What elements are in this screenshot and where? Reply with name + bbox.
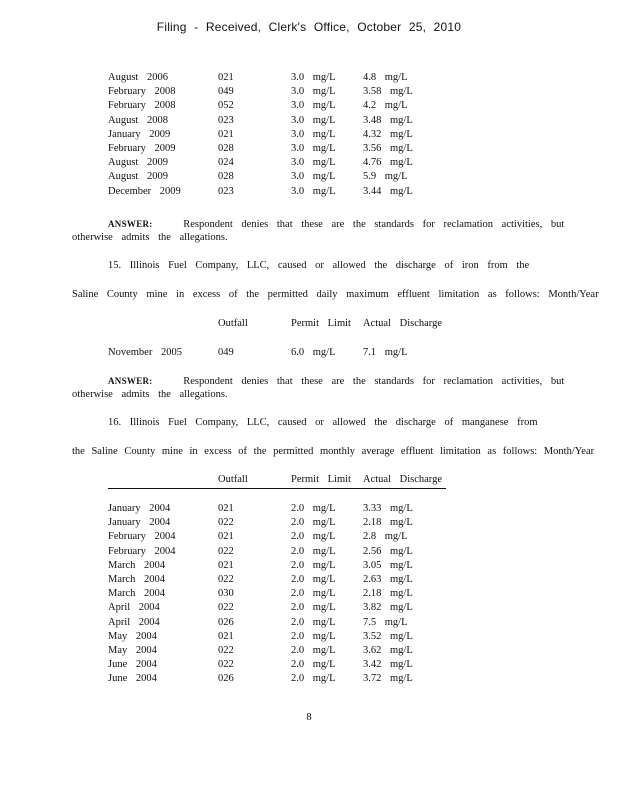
month-year-cell: February 2004 — [108, 545, 176, 557]
month-year-cell: February 2008 — [108, 100, 176, 112]
outfall-cell: 021 — [218, 559, 234, 571]
outfall-cell: 021 — [218, 503, 234, 514]
permit-limit-cell: 2.0 mg/L — [291, 616, 336, 628]
permit-limit-cell: 3.0 mg/L — [291, 185, 336, 197]
actual-discharge-cell: 2.56 mg/L — [363, 545, 413, 557]
actual-discharge-cell: 4.2 mg/L — [363, 100, 408, 112]
outfall-cell: 030 — [218, 588, 234, 600]
month-year-cell: March 2004 — [108, 559, 166, 571]
actual-discharge-cell: 3.82 mg/L — [363, 602, 413, 614]
outfall-cell: 024 — [218, 157, 234, 169]
month-year-cell: November 2005 — [108, 347, 182, 358]
actual-discharge-cell: 3.72 mg/L — [363, 673, 413, 685]
month-year-cell: February 2004 — [108, 531, 176, 543]
outfall-cell: 049 — [218, 86, 234, 98]
outfall-cell: 022 — [218, 602, 234, 614]
permit-limit-cell: 3.0 mg/L — [291, 72, 336, 83]
actual-discharge-cell: 5.9 mg/L — [363, 171, 408, 183]
answer-2-text: Respondent denies that these are the standards for reclamation activities, but — [183, 376, 565, 387]
answer-1-line-1 — [108, 217, 564, 232]
actual-discharge-cell: 3.58 mg/L — [363, 86, 413, 98]
actual-discharge-cell: 3.05 mg/L — [363, 559, 413, 571]
actual-discharge-cell: 7.5 mg/L — [363, 616, 408, 628]
month-year-cell: August 2006 — [108, 72, 168, 83]
actual-discharge-cell: 4.8 mg/L — [363, 72, 408, 83]
answer-1-line-2: otherwise admits the allegations. — [72, 232, 228, 243]
month-year-cell: April 2004 — [108, 602, 160, 614]
month-year-cell: February 2008 — [108, 86, 176, 98]
permit-limit-cell: 2.0 mg/L — [291, 531, 336, 543]
page-number: 8 — [306, 712, 312, 723]
outfall-cell: 023 — [218, 114, 234, 126]
actual-discharge-cell: 7.1 mg/L — [363, 347, 408, 358]
outfall-cell: 052 — [218, 100, 234, 112]
table-3-header-rule — [108, 488, 446, 489]
paragraph-15-line-2: Saline County mine in excess of the permitted daily maximum effluent limitation as follows: Month/Year — [72, 289, 599, 300]
outfall-cell: 022 — [218, 659, 234, 671]
outfall-cell: 028 — [218, 142, 234, 154]
month-year-cell: December 2009 — [108, 185, 181, 197]
permit-limit-cell: 3.0 mg/L — [291, 171, 336, 183]
actual-discharge-cell: 3.48 mg/L — [363, 114, 413, 126]
permit-limit-cell: 3.0 mg/L — [291, 128, 336, 140]
page-header: Filing - Received, Clerk's Office, October 25, 2010 — [156, 20, 462, 34]
actual-discharge-cell: 2.18 mg/L — [363, 517, 413, 529]
permit-limit-cell: 3.0 mg/L — [291, 114, 336, 126]
permit-limit-cell: 2.0 mg/L — [291, 517, 336, 529]
month-year-cell: January 2009 — [108, 128, 171, 140]
month-year-cell: August 2008 — [108, 114, 168, 126]
outfall-cell: 028 — [218, 171, 234, 183]
answer-2-line-1 — [108, 374, 564, 389]
permit-limit-cell: 2.0 mg/L — [291, 630, 336, 642]
permit-limit-cell: 2.0 mg/L — [291, 588, 336, 600]
month-year-cell: May 2004 — [108, 630, 157, 642]
month-year-cell: June 2004 — [108, 659, 157, 671]
month-year-cell: August 2009 — [108, 157, 168, 169]
table-2-header-outfall: Outfall — [218, 318, 248, 329]
permit-limit-cell: 2.0 mg/L — [291, 573, 336, 585]
permit-limit-cell: 2.0 mg/L — [291, 659, 336, 671]
month-year-cell: February 2009 — [108, 142, 176, 154]
answer-label: ANSWER: — [108, 376, 153, 386]
month-year-cell: May 2004 — [108, 644, 157, 656]
month-year-cell: January 2004 — [108, 517, 171, 529]
actual-discharge-cell: 3.44 mg/L — [363, 185, 413, 197]
outfall-cell: 049 — [218, 347, 234, 358]
outfall-cell: 021 — [218, 630, 234, 642]
paragraph-16-line-1: 16. Illinois Fuel Company, LLC, caused or allowed the discharge of manganese from — [108, 417, 538, 428]
permit-limit-cell: 2.0 mg/L — [291, 545, 336, 557]
table-3-header-outfall: Outfall — [218, 474, 248, 485]
permit-limit-cell: 2.0 mg/L — [291, 673, 336, 685]
permit-limit-cell: 2.0 mg/L — [291, 503, 336, 514]
actual-discharge-cell: 2.8 mg/L — [363, 531, 408, 543]
actual-discharge-cell: 3.56 mg/L — [363, 142, 413, 154]
outfall-cell: 022 — [218, 517, 234, 529]
answer-label: ANSWER: — [108, 219, 153, 229]
permit-limit-cell: 3.0 mg/L — [291, 86, 336, 98]
table-2-header-actual-discharge: Actual Discharge — [363, 318, 442, 329]
actual-discharge-cell: 2.18 mg/L — [363, 588, 413, 600]
permit-limit-cell: 6.0 mg/L — [291, 347, 336, 358]
permit-limit-cell: 3.0 mg/L — [291, 100, 336, 112]
outfall-cell: 022 — [218, 545, 234, 557]
month-year-cell: April 2004 — [108, 616, 160, 628]
month-year-cell: March 2004 — [108, 573, 166, 585]
actual-discharge-cell: 3.42 mg/L — [363, 659, 413, 671]
outfall-cell: 021 — [218, 128, 234, 140]
actual-discharge-cell: 3.33 mg/L — [363, 503, 413, 514]
paragraph-15-line-1: 15. Illinois Fuel Company, LLC, caused or allowed the discharge of iron from the — [108, 260, 530, 271]
month-year-cell: August 2009 — [108, 171, 168, 183]
table-3-header-permit-limit: Permit Limit — [291, 474, 351, 485]
outfall-cell: 021 — [218, 531, 234, 543]
actual-discharge-cell: 3.52 mg/L — [363, 630, 413, 642]
month-year-cell: June 2004 — [108, 673, 157, 685]
table-2-header-permit-limit: Permit Limit — [291, 318, 351, 329]
actual-discharge-cell: 3.62 mg/L — [363, 644, 413, 656]
outfall-cell: 021 — [218, 72, 234, 83]
outfall-cell: 023 — [218, 185, 234, 197]
permit-limit-cell: 2.0 mg/L — [291, 602, 336, 614]
permit-limit-cell: 2.0 mg/L — [291, 559, 336, 571]
permit-limit-cell: 3.0 mg/L — [291, 157, 336, 169]
actual-discharge-cell: 4.32 mg/L — [363, 128, 413, 140]
actual-discharge-cell: 4.76 mg/L — [363, 157, 413, 169]
outfall-cell: 026 — [218, 616, 234, 628]
month-year-cell: January 2004 — [108, 503, 171, 514]
outfall-cell: 022 — [218, 573, 234, 585]
paragraph-16-line-2: the Saline County mine in excess of the permitted monthly average effluent limitation as follows: Month/Year — [72, 446, 595, 457]
table-3-header-actual-discharge: Actual Discharge — [363, 474, 442, 485]
permit-limit-cell: 2.0 mg/L — [291, 644, 336, 656]
answer-2-line-2: otherwise admits the allegations. — [72, 389, 228, 400]
permit-limit-cell: 3.0 mg/L — [291, 142, 336, 154]
actual-discharge-cell: 2.63 mg/L — [363, 573, 413, 585]
answer-1-text: Respondent denies that these are the standards for reclamation activities, but — [183, 219, 565, 230]
outfall-cell: 022 — [218, 644, 234, 656]
outfall-cell: 026 — [218, 673, 234, 685]
month-year-cell: March 2004 — [108, 588, 166, 600]
